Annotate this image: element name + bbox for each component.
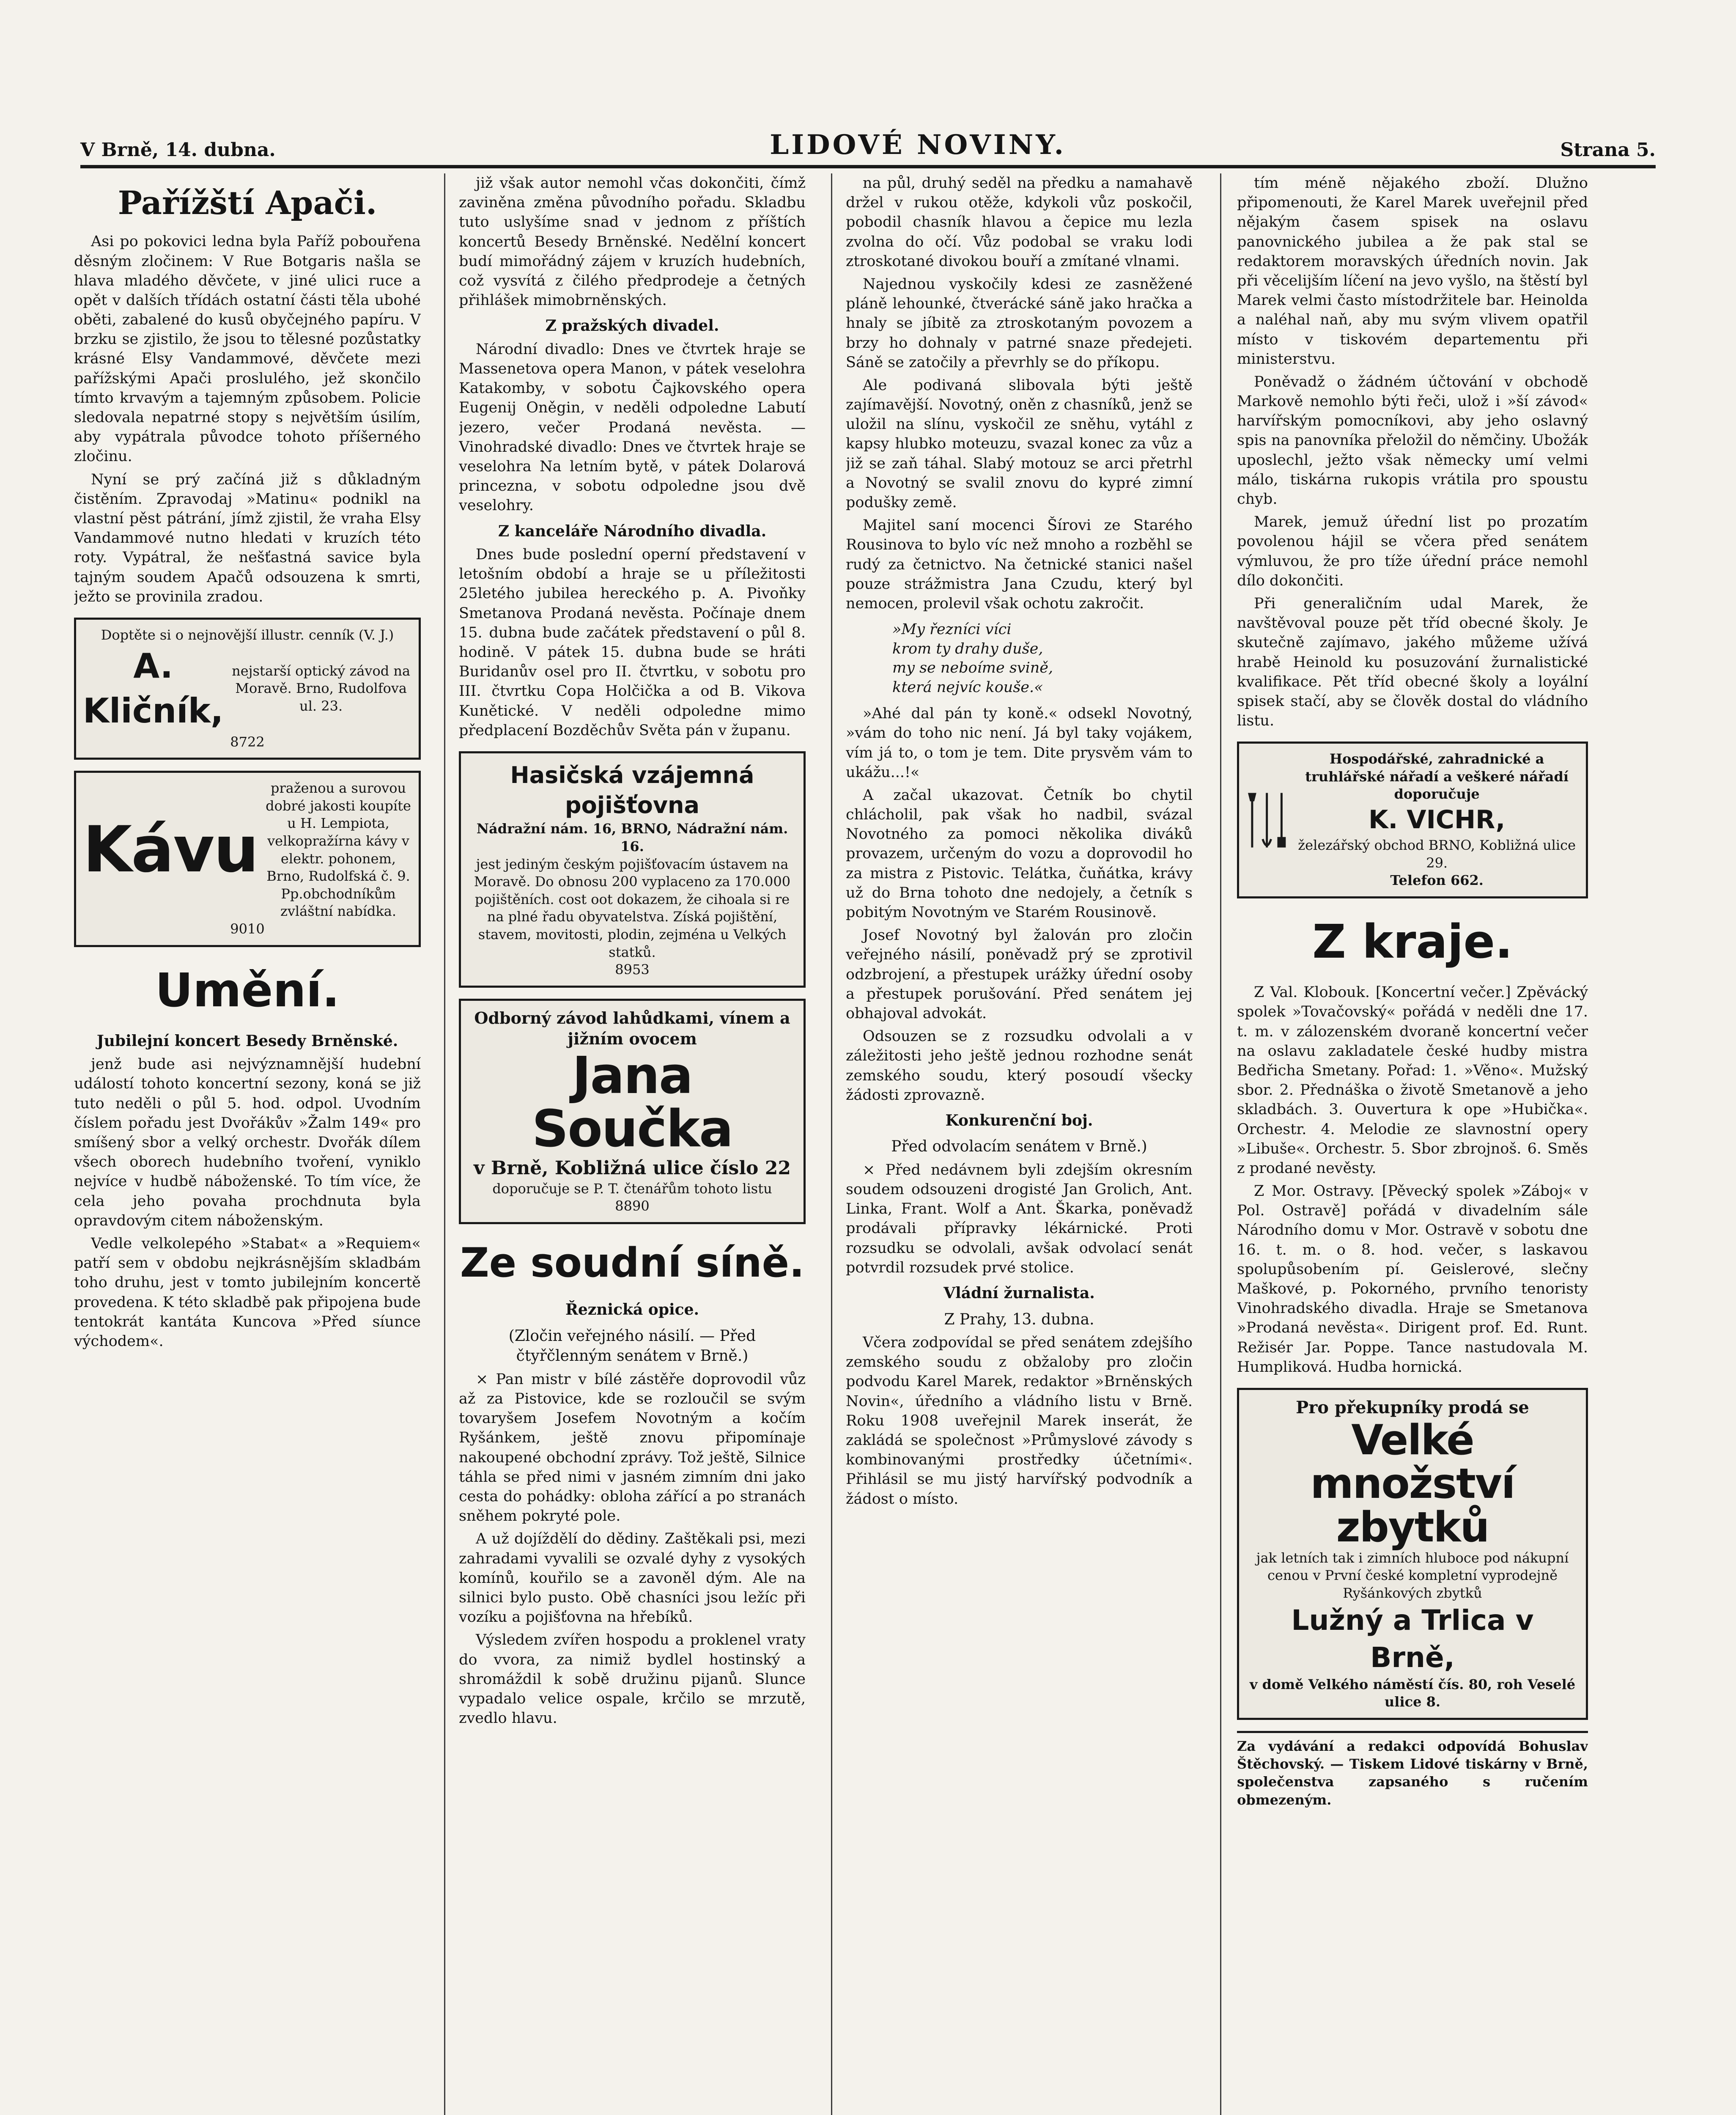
article-paragraph: již však autor nemohl včas dokončiti, čímž zaviněna změna původního pořadu. Skladbu tuto uslyšíme snad v jednom z příštích koncertů Besedy Brněnské. Nedělní koncert budí mimořádný zájem v kruzích hudebních, což vysvítá z čilého předprodeje a četných přihlášek mimobrněnských.	[459, 175, 806, 309]
article-paragraph: × Pan mistr v bílé zástěře doprovodil vůz až za Pistovice, kde se rozloučil se svým tovaryšem Josefem Novotným a kočím Ryšánkem, ještě znovu připomínaje nakoupené obchodní zprávy. Tož ještě, Silnice táhla se před nimi v jasném zimním dni jako cesta do pohádky: obloha zářící a po stranách sněhem pokryté pole.	[459, 1371, 806, 1525]
ad-title: Hasičská vzájemná pojišťovna	[510, 761, 754, 819]
article-paragraph: Najednou vyskočily kdesi ze zasněžené pláně lehounké, čtverácké sáně jako hračka a hnaly se jíbitě za ztroskotaným povozem a brzy ho dohnaly v patrné snaze předejeti. Sáně se zatočily a převrhly se do příkopu.	[846, 275, 1193, 371]
article-subheading: Jubilejní koncert Besedy Brněnské.	[96, 1032, 398, 1050]
ad-text: jest jediným českým pojišťovacím ústavem na Moravě. Do obnosu 200 vyplaceno za 170.000 pojištěních. cost oot dokazem, že cihoala si re na plné řadu obyvatelstva. Získá pojištění, stavem, movitosti, plodin, zejména u Velkých statků.	[474, 856, 791, 960]
article-subheading: Konkurenční boj.	[945, 1111, 1093, 1129]
ad-headline: Kávu	[83, 813, 258, 887]
column-divider	[1220, 173, 1221, 2115]
article-subheading: Vládní žurnalista.	[943, 1284, 1095, 1302]
column-3	[846, 173, 1193, 2115]
dateline: Z Prahy, 13. dubna.	[944, 1310, 1094, 1328]
ad-brand: A. Kličník,	[83, 646, 224, 731]
ad-text: jak letních tak i zimních hluboce pod nákupní cenou v První české kompletní vyprodejně Ryšánkových zbytků	[1256, 1549, 1569, 1601]
section-title: Z kraje.	[1312, 915, 1513, 969]
column-4	[1237, 173, 1588, 2115]
article-paragraph: Z Mor. Ostravy. [Pěvecký spolek »Záboj« v Pol. Ostravě] pořádá v divadelním sále Národního domu v Mor. Ostravě v sobotu dne 16. t. m. o 8. hod. večer, s laskavou spolupůsobením pí. Geislerové, slečny Maškové, p. Pokorného, prvního tenoristy Vinohradského divadla. Hraje se Smetanova »Prodaná nevěsta«. Dirigent prof. Ed. Runt. Režisér Jar. Poppe. Tance nastudovala M. Humpliková. Hudba hornická.	[1237, 1183, 1588, 1376]
article-paragraph: Asi po pokovici ledna byla Paříž pobouřena děsným zločinem: V Rue Botgaris našla se hlava mladého děvčete, v jiné ulici ruce a opět v dalších třídách ostatní části těla ubohé oběti, zabalené do kusů obyčejného papíru. V brzku se zjistilo, že jsou to tělesné pozůstatky krásné Elsy Vandammové, děvčete mezi pařížskými Apači proslulého, jež skončilo tímto krvavým a tajemným způsobem. Policie sledovala nepatrné stopy s největším úsilím, aby vypátrala původce tohoto příšerného zločinu.	[74, 233, 421, 465]
ad-subtitle: Nádražní nám. 16, BRNO, Nádražní nám. 16.	[476, 821, 788, 855]
poem-quote	[892, 620, 1193, 697]
article-paragraph: Ale podivaná slibovala býti ještě zajímavější. Novotný, oněn z chasníků, jenž se uložil na slínu, vyskočil ze sněhu, vytáhl z kapsy hlubko moteuzu, svazal konec za vůz a již se zaň táhal. Slabý motouz se arci přetrhl a Novotný se svalil znovu do kypré zimní podušky země.	[846, 376, 1193, 511]
ad-name: K. VICHR,	[1369, 805, 1506, 835]
article-paragraph: jenž bude asi nejvýznamnější hudební událostí tohoto koncertní sezony, koná se již tuto neděli o půl 5. hod. odpol. Uvodním číslem pořadu jest Dvořákův »Žalm 149« pro smíšený sbor a velký orchestr. Dvořák dílem všech oborech hudebního tvoření, vyniklo nejvíce v hudbě náboženské. To tím více, že cela jeho povaha prochdnuta byla opravdovým citem náboženským.	[74, 1056, 421, 1229]
optician-advertisement	[74, 618, 421, 760]
article-subheading: Z pražských divadel.	[545, 317, 719, 335]
article-paragraph: Josef Novotný byl žalován pro zločin veřejného násilí, poněvadž prý se zprotivil odzbrojení, a přestupek urážky úřední osoby a přestupek porušování. Před senátem jej obhajoval advokát.	[846, 927, 1193, 1022]
poem-line: krom ty drahy duše,	[892, 640, 1043, 657]
section-title: Ze soudní síně.	[460, 1239, 805, 1286]
ad-address: v Brně, Kobližná ulice číslo 22	[474, 1157, 791, 1179]
page-header	[80, 127, 1656, 168]
article-subheading-note: Před odvolacím senátem v Brně.)	[891, 1138, 1147, 1156]
column-divider	[444, 173, 445, 2115]
ad-code: 8722	[230, 733, 265, 750]
article-paragraph: Poněvadž o žádném účtování v obchodě Markově nemohlo býti řeči, ulož i »ší závod« harvířským pomocníkovi, aby jeho oslavný spis na panovníka přeložil do němčiny. Ubožák uposlechl, ježto však německy umí velmi málo, tiskárna rukopis vrátila pro spoustu chyb.	[1237, 373, 1588, 508]
poem-line: »My řezníci víci	[892, 621, 1012, 638]
ad-code: 8890	[615, 1198, 650, 1214]
remnants-advertisement	[1237, 1388, 1588, 1720]
insurance-advertisement	[459, 751, 806, 988]
article-paragraph: A už dojíždělí do dědiny. Zaštěkali psi, mezi zahradami vyvalili se ozvalé dyhy z vysokých komínů, kouřilo se a zavoněl dým. Ale na silnici bylo pusto. Obě chasníci jsou ležíc při vozíku a pojišťovna na hřebíků.	[459, 1530, 806, 1626]
article-headline: Pařížští Apači.	[118, 184, 377, 222]
newspaper-title: LIDOVÉ NOVINY.	[770, 129, 1066, 161]
ad-text: praženou a surovou dobré jakosti koupíte u H. Lempiota, velkopražírna kávy v elektr. pohonem, Brno, Rudolfská č. 9. Pp.obchodníkům zvláštní nabídka.	[266, 780, 411, 920]
article-paragraph: Odsouzen se z rozsudku odvolali a v záležitosti jeho ještě jednou rozhodne senát zemského soudu, který posoudí všecky žádosti zprovazně.	[846, 1028, 1193, 1104]
tools-illustration-icon	[1246, 757, 1288, 884]
poem-line: my se neboíme svině,	[892, 659, 1053, 677]
imprint: Za vydávání a redakci odpovídá Bohuslav Štěchovský. — Tiskem Lidové tiskárny v Brně, společenstva zapsaného s ručením obmezeným.	[1237, 1731, 1588, 1809]
page-number: Strana 5.	[1560, 139, 1656, 161]
delicatessen-advertisement	[459, 999, 806, 1224]
ad-line: Doptěte si o nejnovější illustr. cenník (V. J.)	[101, 626, 394, 643]
article-paragraph: »Ahé dal pán ty koně.« odsekl Novotný, »vám do toho nic není. Já byl taky vojákem, vím já to, o tom je tem. Dite prysvěm vám to ukážu...!«	[846, 705, 1193, 781]
article-subheading: Řeznická opice.	[565, 1301, 699, 1319]
section-title: Umění.	[155, 963, 340, 1017]
article-paragraph: Nyní se prý začíná již s důkladným čistěním. Zpravodaj »Matinu« podnikl na vlastní pěst pátrání, jímž zjistil, že vraha Elsy Vandammové nutno hledati v kruzích této roty. Vypátral, že nešťastná savice byla tajným soudem Apačů odsouzena k smrti, ježto se provinila zradou.	[74, 471, 421, 605]
article-paragraph: tím méně nějakého zboží. Dlužno připomenouti, že Karel Marek uveřejnil před nějakým časem spisek na oslavu panovnického jubilea a že pak stal se redaktorem moravských úředních novin. Jak při věcelijším líčení na jevo vyšlo, na štěstí byl Marek velmi často místodržitele bar. Heinolda a naléhal naň, aby mu svým vlivem opatřil místo v tiskovém departementu při ministerstvu.	[1237, 175, 1588, 368]
ad-text: Hospodářské, zahradnické a truhlářské nářadí a veškeré nářadí doporučuje	[1305, 751, 1569, 802]
article-paragraph: Marek, jemuž úřední list po prozatím povolenou hájil se včera před senátem výmluvou, že pro tíže úřední práce nemohl dílo dokončiti.	[1237, 514, 1588, 589]
article-paragraph: Při generaličním udal Marek, že navštěvoval pouze pět tříd obecné školy. Je skutečně zajímavo, jakého můžeme užívá hrabě Heinold ku posuzování žurnalistické kvalifikace. Pět tříd obecné školy a loyální spisek stačí, aby se člověk dostal do vládního listu.	[1237, 595, 1588, 730]
ad-top-line: Odborný závod lahůdkami, vínem a jižním ovocem	[474, 1008, 790, 1049]
column-divider	[831, 173, 832, 2115]
article-paragraph: × Před nedávnem byli zdejším okresním soudem odsouzeni drogisté Jan Grolich, Ant. Linka, Frant. Wolf a Ant. Škarka, poněvadž prodávali přípravky lékárnické. Proti rozsudku se odvolali, avšak odvolací senát potvrdil rozsudek prvé stolice.	[846, 1161, 1193, 1276]
ad-phone: Telefon 662.	[1390, 872, 1484, 889]
article-paragraph: Z Val. Klobouk. [Koncertní večer.] Zpěvácký spolek »Tovačovský« pořádá v neděli dne 17. t. m. v zálozenském dvoraně koncertní večer na oslavu zakladatele české hudby mistra Bedřicha Smetany. Pořad: 1. »Věno«. Mužský sbor. 2. Přednáška o životě Smetanově a jeho skladbách. 3. Ouvertura k ope »Hubička«. Orchestr. 4. Melodie ze slavnostní opery »Libuše«. Orchestr. 5. Sbor zbrojnoš. 6. Směs z prodané nevěsty.	[1237, 984, 1588, 1177]
ad-code: 9010	[230, 921, 265, 937]
column-1	[74, 173, 421, 2115]
issue-date: V Brně, 14. dubna.	[80, 139, 276, 161]
ad-address: železářský obchod BRNO, Kobližná ulice 29.	[1298, 837, 1576, 871]
article-paragraph: na půl, druhý seděl na předku a namahavě držel v rukou otěže, kdykoli vůz poskočil, pobodil chasník hlavou a čepice mu lezla zvolna do očí. Vůz podobal se vraku lodi ztroskotané divokou bouří a zmítané vlnami.	[846, 175, 1193, 270]
article-paragraph: Majitel saní mocenci Šírovi ze Starého Rousinova to bylo víc než mnoho a rozběhl se rudý za četnictvo. Na četnické stanici našel pouze strážmistra Jana Czudu, který byl nemocen, prolevil však ochotu zakročit.	[846, 517, 1193, 612]
ad-code: 8953	[615, 961, 650, 978]
hardware-advertisement	[1237, 742, 1588, 898]
article-subheading: Z kanceláře Národního divadla.	[498, 522, 767, 540]
article-subheading-note: (Zločin veřejného násilí. — Před čtyřčlenným senátem v Brně.)	[508, 1327, 756, 1365]
article-paragraph: Vedle velkolepého »Stabat« a »Requiem« patří sem v obdobu nejkrásnějším skladbám toho druhu, jest v tomto jubilejním koncertě provedena. K této skladbě pak připojena bude tentokrát kantáta Kuncova »Před síunce východem«.	[74, 1235, 421, 1350]
ad-name: Lužný a Trlica v Brně,	[1291, 1604, 1534, 1674]
article-paragraph: A začal ukazovat. Četník bo chytil chlácholil, pak však ho nadbil, svázal Novotného za pomoci několika diváků provazem, určeným do vozu a doprovodil ho za mistra z Pistovic. Telátka, čuňátka, krávy už do Brna tohoto dne nedojely, a četník s pobitým Novotným ve Starém Rousinově.	[846, 786, 1193, 921]
poem-line: která nejvíc kouše.«	[892, 678, 1043, 696]
column-2	[459, 173, 806, 2115]
article-paragraph: Národní divadlo: Dnes ve čtvrtek hraje se Massenetova opera Manon, v pátek veselohra Katakomby, v sobotu Čajkovského opera Eugenij Oněgin, v neděli odpoledne Labutí jezero, večer Prodaná nevěsta. — Vinohradské divadlo: Dnes ve čtvrtek hraje se veselohra Na letním bytě, v pátek Dolarová princezna, v sobotu odpoledne jsou dvě veselohry.	[459, 341, 806, 514]
ad-top-line: Pro překupníky prodá se	[1296, 1397, 1529, 1417]
article-paragraph: Dnes bude poslední operní představení v letošním období a hraje se u příležitosti 25letého jubilea hereckého p. A. Pivoňky Smetanova Prodaná nevěsta. Počínaje dnem 15. dubna bude začátek představení o půl 8. hodině. V pátek 15. dubna bude se hráti Buridanův osel pro II. čtvrtku, v sobotu pro III. čtvrtku Copa Holčička a od B. Vikova Kunětické. V neděli odpoledne mimo předplacení Bozděchův Světa pán v županu.	[459, 546, 806, 739]
ad-line: nejstarší optický závod na Moravě. Brno, Rudolfova ul. 23.	[232, 662, 411, 714]
coffee-advertisement	[74, 771, 421, 947]
ad-text: doporučuje se P. T. čtenářům tohoto listu	[492, 1180, 772, 1197]
ad-headline: Velké množství zbytků	[1310, 1416, 1515, 1552]
article-paragraph: Včera zodpovídal se před senátem zdejšího zemského soudu z obžaloby pro zločin podvodu Karel Marek, redaktor »Brněnských Novin«, úředního a vládního listu v Brně. Roku 1908 uveřejnil Marek inserát, že zakládá se společnost »Průmyslové závody s kombinovanými prostředky účetními«. Přihlásil se mu jistý harvířský podvodník a žádost o místo.	[846, 1334, 1193, 1508]
article-paragraph: Výsledem zvířen hospodu a proklenel vraty do vvora, za nimiž bydlel hostinský a shromáždil k sobě družinu pijanů. Slunce vypadalo velice ospale, krčilo se mrzutě, zvedlo hlavu.	[459, 1632, 806, 1727]
ad-address: v domě Velkého náměstí čís. 80, roh Veselé ulice 8.	[1249, 1676, 1576, 1710]
ad-headline: Jana Součka	[532, 1046, 733, 1159]
